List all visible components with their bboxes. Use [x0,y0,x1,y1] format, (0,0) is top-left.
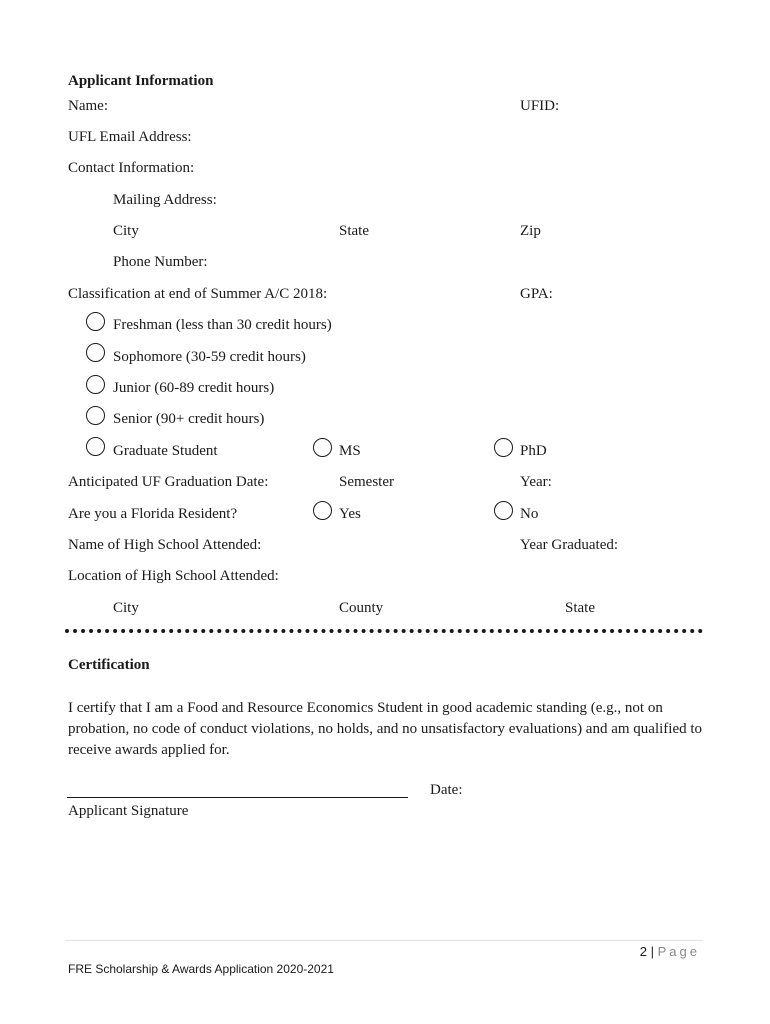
phone-label: Phone Number: [113,254,208,270]
year-label: Year: [520,474,552,490]
city-label: City [113,223,139,239]
gpa-label: GPA: [520,286,553,302]
date-label: Date: [430,782,463,798]
name-label: Name: [68,98,108,114]
footer-divider [65,940,703,941]
radio-freshman[interactable] [86,312,105,331]
option-freshman-label: Freshman (less than 30 credit hours) [113,317,332,333]
hs-location-label: Location of High School Attended: [68,568,279,584]
resident-label: Are you a Florida Resident? [68,506,238,522]
section-heading-certification: Certification [68,657,150,673]
email-label: UFL Email Address: [68,129,192,145]
hs-year-label: Year Graduated: [520,537,619,553]
option-no-label: No [520,506,539,522]
hs-name-label: Name of High School Attended: [68,537,262,553]
ufid-label: UFID: [520,98,560,114]
grad-date-label: Anticipated UF Graduation Date: [68,474,269,490]
page-separator: | [650,944,654,959]
radio-junior[interactable] [86,375,105,394]
state-label: State [339,223,369,239]
option-phd-label: PhD [520,443,547,459]
radio-resident-yes[interactable] [313,501,332,520]
radio-phd[interactable] [494,438,513,457]
signature-label: Applicant Signature [68,803,189,819]
radio-graduate[interactable] [86,437,105,456]
classification-label: Classification at end of Summer A/C 2018: [68,286,328,302]
option-sophomore-label: Sophomore (30-59 credit hours) [113,349,306,365]
option-yes-label: Yes [339,506,361,522]
hs-city-label: City [113,600,139,616]
semester-label: Semester [339,474,394,490]
radio-sophomore[interactable] [86,343,105,362]
radio-resident-no[interactable] [494,501,513,520]
hs-county-label: County [339,600,384,616]
radio-ms[interactable] [313,438,332,457]
zip-label: Zip [520,223,541,239]
option-graduate-label: Graduate Student [113,443,218,459]
page-word: Page [657,944,700,959]
radio-senior[interactable] [86,406,105,425]
option-junior-label: Junior (60-89 credit hours) [113,380,275,396]
section-divider [65,629,703,633]
page-indicator [640,945,700,958]
contact-label: Contact Information: [68,160,195,176]
signature-line[interactable] [67,797,408,798]
section-heading-applicant: Applicant Information [68,73,214,89]
page-number: 2 [639,944,647,959]
mailing-address-label: Mailing Address: [113,192,217,208]
hs-state-label: State [565,600,595,616]
footer-title: FRE Scholarship & Awards Application 2020-2021 [68,962,334,976]
certification-statement: I certify that I am a Food and Resource Economics Student in good academic standing (e.g., not on probation, no code of conduct violations, no holds, and no unsatisfactory evaluations) and am qualified to receive awards applied for. [68,700,703,758]
option-ms-label: MS [339,443,361,459]
option-senior-label: Senior (90+ credit hours) [113,411,265,427]
